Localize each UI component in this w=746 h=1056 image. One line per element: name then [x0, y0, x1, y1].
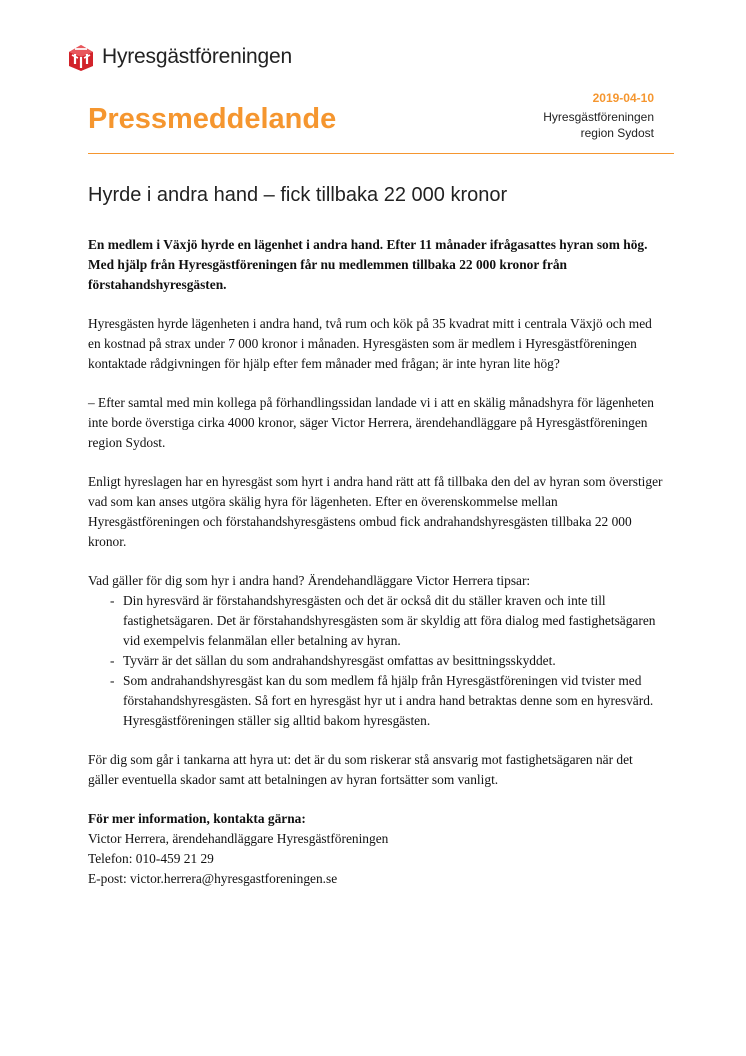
lead-paragraph: En medlem i Växjö hyrde en lägenhet i andra hand. Efter 11 månader ifrågasattes hyran som hög. Med hjälp från Hyresgästföreningen får nu medlemmen tillbaka 22 000 kronor från förstahandshyresgästen. [88, 237, 648, 292]
logo-text: Hyresgästföreningen [102, 45, 292, 68]
document-type-title: Pressmeddelande [88, 103, 337, 135]
paragraph-2: – Efter samtal med min kollega på förhandlingssidan landade vi i att en skälig månadshyra för lägenheten inte borde överstiga cirka 4000 kronor, säger Victor Herrera, ärendehandläggare på Hyresgästföreningen region Sydost. [88, 395, 654, 450]
article-body [88, 235, 663, 889]
header-divider [88, 153, 674, 154]
article-headline: Hyrde i andra hand – fick tillbaka 22 000 kronor [88, 184, 508, 206]
list-item: - Som andrahandshyresgäst kan du som medlem få hjälp från Hyresgästföreningen vid tvister med förstahandshyresgästen. Så fort en hyresgäst hyr ut i andra hand betraktas denne som en hyresvärd. Hyresgästföreningen ställer sig alltid bakom hyresgästen. [88, 671, 663, 731]
organization-region: region Sydost [580, 126, 654, 140]
paragraph-4: För dig som går i tankarna att hyra ut: det är du som riskerar stå ansvarig mot fastighetsägaren när det gäller eventuella skador samt att betalningen av hyran fortsätter som vanligt. [88, 752, 633, 787]
paragraph-3: Enligt hyreslagen har en hyresgäst som hyrt i andra hand rätt att få tillbaka den del av hyran som överstiger vad som kan anses utgöra skälig hyra för lägenheten. Efter en överenskommelse mellan Hyresgästföreningen och förstahandshyresgästens ombud fick andrahandshyresgästen tillbaka 22 000 kronor. [88, 474, 663, 549]
list-item: - Din hyresvärd är förstahandshyresgästen och det är också dit du ställer kraven och inte till fastighetsägaren. Det är förstahandshyresgästen som är skyldig att föra dialog med fastighetsägaren vid exempelvis felanmälan eller betalning av hyran. [88, 591, 663, 651]
contact-phone: Telefon: 010-459 21 29 [88, 851, 214, 866]
contact-name: Victor Herrera, ärendehandläggare Hyresgästföreningen [88, 831, 389, 846]
tips-intro: Vad gäller för dig som hyr i andra hand? Ärendehandläggare Victor Herrera tipsar: [88, 573, 531, 588]
contact-heading: För mer information, kontakta gärna: [88, 811, 306, 826]
paragraph-1: Hyresgästen hyrde lägenheten i andra hand, två rum och kök på 35 kvadrat mitt i centrala Växjö och med en kostnad på strax under 7 000 kronor i månaden. Hyresgästen som är medlem i Hyresgästföreningen kontaktade rådgivningen för hjälp efter fem månader med frågan; är inte hyran lite hög? [88, 316, 652, 371]
tips-list [88, 591, 663, 731]
list-item: - Tyvärr är det sällan du som andrahandshyresgäst omfattas av besittningsskyddet. [88, 651, 663, 671]
hyresgastforeningen-logo-icon [66, 42, 96, 72]
organization-name: Hyresgästföreningen [543, 110, 654, 124]
meta-block [543, 90, 654, 141]
logo [66, 42, 292, 72]
release-date: 2019-04-10 [592, 91, 654, 105]
contact-block [88, 809, 663, 889]
contact-email: E-post: victor.herrera@hyresgastforeningen.se [88, 871, 338, 886]
